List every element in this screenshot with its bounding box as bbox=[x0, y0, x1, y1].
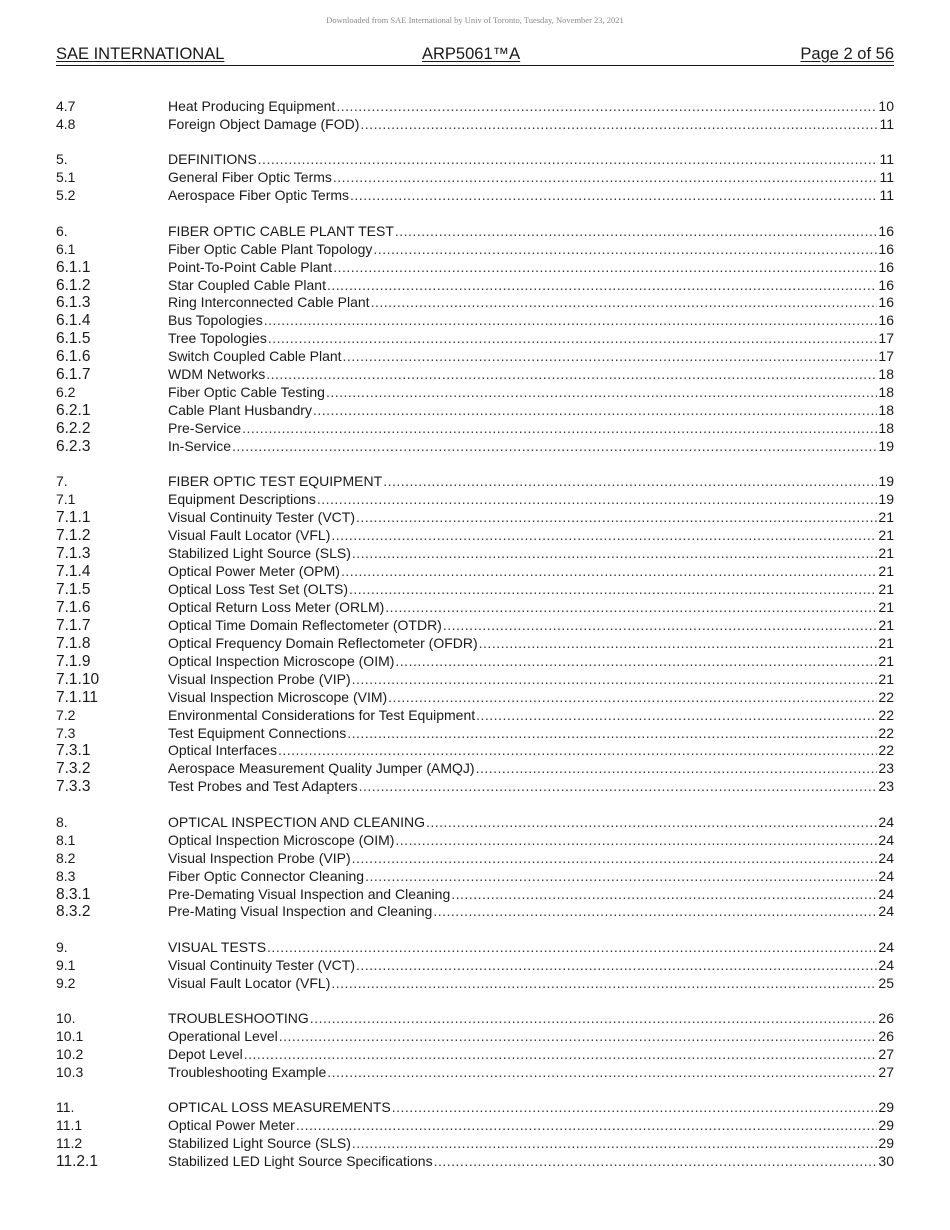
toc-entry-page: 30 bbox=[878, 1153, 894, 1170]
toc-entry-page: 16 bbox=[878, 294, 894, 311]
toc-entry-title: Visual Inspection Probe (VIP) bbox=[168, 670, 351, 687]
dot-leader bbox=[232, 437, 877, 455]
toc-entry-title: Heat Producing Equipment bbox=[168, 98, 336, 114]
toc-entry-number: 6.1.7 bbox=[56, 366, 91, 384]
dot-leader bbox=[451, 885, 877, 903]
toc-entry-title: Cable Plant Husbandry bbox=[168, 402, 312, 419]
toc-section bbox=[56, 1009, 894, 1081]
toc-entry-title: Environmental Considerations for Test Equipment bbox=[168, 706, 476, 723]
toc-entry[interactable] bbox=[56, 508, 894, 526]
toc-entry[interactable] bbox=[56, 240, 894, 258]
toc-entry-page: 27 bbox=[878, 1064, 894, 1080]
toc-entry[interactable] bbox=[56, 670, 894, 688]
dot-leader bbox=[327, 276, 877, 294]
toc-entry-number: 7.3.1 bbox=[56, 742, 91, 760]
toc-entry[interactable] bbox=[56, 347, 894, 365]
toc-entry-title: Depot Level bbox=[168, 1046, 243, 1063]
toc-entry[interactable] bbox=[56, 437, 894, 455]
toc-entry-number: 7.3.3 bbox=[56, 778, 91, 796]
toc-entry[interactable] bbox=[56, 472, 894, 490]
toc-entry[interactable] bbox=[56, 598, 894, 616]
dot-leader bbox=[331, 974, 877, 992]
toc-entry[interactable] bbox=[56, 777, 894, 795]
toc-section bbox=[56, 472, 894, 795]
toc-entry-page: 18 bbox=[878, 420, 894, 436]
page-header bbox=[56, 43, 894, 66]
toc-entry-number: 7.3.2 bbox=[56, 760, 91, 778]
toc-entry-page: 26 bbox=[878, 1028, 894, 1045]
toc-entry-page: 29 bbox=[878, 1135, 894, 1152]
toc-entry[interactable] bbox=[56, 276, 894, 294]
toc-entry-number: 8.1 bbox=[56, 831, 76, 848]
toc-entry-number: 7.1.10 bbox=[56, 670, 100, 688]
toc-entry-number: 10.2 bbox=[56, 1046, 84, 1063]
toc-entry-number: 6.2.3 bbox=[56, 437, 91, 455]
toc-entry-title: FIBER OPTIC CABLE PLANT TEST bbox=[168, 222, 394, 239]
toc-entry[interactable] bbox=[56, 150, 894, 168]
toc-entry-page: 19 bbox=[878, 473, 894, 490]
toc-entry-title: Visual Continuity Tester (VCT) bbox=[168, 956, 355, 973]
toc-entry-number: 7.1.6 bbox=[56, 598, 91, 616]
toc-entry-title: Visual Continuity Tester (VCT) bbox=[168, 509, 355, 526]
toc-entry-number: 7.1.9 bbox=[56, 652, 91, 670]
toc-entry[interactable] bbox=[56, 419, 894, 437]
toc-entry-title: Aerospace Fiber Optic Terms bbox=[168, 187, 350, 204]
toc-entry-title: Fiber Optic Cable Testing bbox=[168, 384, 325, 401]
toc-entry-page: 21 bbox=[878, 616, 894, 633]
toc-entry[interactable] bbox=[56, 490, 894, 508]
toc-entry-title: OPTICAL INSPECTION AND CLEANING bbox=[168, 813, 425, 830]
toc-entry-number: 7.1 bbox=[56, 491, 76, 508]
dot-leader bbox=[310, 1009, 878, 1027]
toc-entry[interactable] bbox=[56, 186, 894, 204]
toc-entry-number: 6. bbox=[56, 222, 68, 239]
toc-entry-page: 18 bbox=[878, 402, 894, 419]
toc-entry-number: 5.2 bbox=[56, 187, 76, 204]
toc-entry-title: Optical Loss Test Set (OLTS) bbox=[168, 581, 348, 597]
toc-entry-page: 19 bbox=[878, 491, 894, 508]
toc-entry-number: 4.8 bbox=[56, 115, 76, 132]
toc-entry-number: 6.1.1 bbox=[56, 258, 91, 276]
toc-entry[interactable] bbox=[56, 813, 894, 831]
dot-leader bbox=[331, 526, 877, 544]
toc-entry-number: 7. bbox=[56, 473, 68, 490]
dot-leader bbox=[268, 329, 878, 347]
toc-entry-title: Equipment Descriptions bbox=[168, 491, 316, 508]
toc-entry[interactable] bbox=[56, 526, 894, 544]
dot-leader bbox=[267, 938, 877, 956]
toc-entry-title: Troubleshooting Example bbox=[168, 1064, 327, 1080]
toc-entry[interactable] bbox=[56, 1098, 894, 1116]
toc-entry-number: 11.2 bbox=[56, 1135, 83, 1152]
dot-leader bbox=[395, 222, 878, 240]
toc-entry-title: Optical Time Domain Reflectometer (OTDR) bbox=[168, 616, 442, 633]
toc-entry-page: 16 bbox=[878, 276, 894, 293]
toc-entry-title: Foreign Object Damage (FOD) bbox=[168, 115, 360, 132]
toc-entry-number: 5. bbox=[56, 151, 68, 168]
toc-entry-title: DEFINITIONS bbox=[168, 151, 257, 168]
dot-leader bbox=[333, 168, 879, 186]
toc-entry-page: 16 bbox=[878, 312, 894, 329]
toc-entry-page: 22 bbox=[878, 724, 894, 741]
toc-entry-title: Optical Interfaces bbox=[168, 742, 277, 759]
toc-entry-title: Visual Fault Locator (VFL) bbox=[168, 974, 331, 991]
toc-entry-number: 11. bbox=[56, 1099, 75, 1116]
dot-leader bbox=[343, 347, 878, 365]
toc-entry-page: 21 bbox=[878, 581, 894, 597]
toc-entry[interactable] bbox=[56, 311, 894, 329]
toc-entry-title: Ring Interconnected Cable Plant bbox=[168, 294, 370, 311]
toc-entry-page: 11 bbox=[879, 151, 894, 168]
dot-leader bbox=[258, 150, 879, 168]
toc-entry-number: 6.2.1 bbox=[56, 402, 91, 420]
toc-entry-page: 16 bbox=[878, 222, 894, 239]
toc-entry-title: Optical Power Meter bbox=[168, 1117, 295, 1134]
toc-entry-title: Fiber Optic Connector Cleaning bbox=[168, 867, 365, 884]
publisher-name: SAE INTERNATIONAL bbox=[56, 45, 225, 63]
toc-entry-number: 7.1.1 bbox=[56, 509, 91, 527]
toc-entry-title: Stabilized LED Light Source Specifications bbox=[168, 1153, 433, 1170]
toc-entry-number: 10.1 bbox=[56, 1028, 84, 1045]
dot-leader bbox=[426, 813, 877, 831]
toc-entry-page: 24 bbox=[878, 938, 894, 955]
toc-entry-page: 24 bbox=[878, 813, 894, 830]
dot-leader bbox=[327, 1063, 877, 1081]
dot-leader bbox=[350, 186, 878, 204]
dot-leader bbox=[244, 1045, 878, 1063]
toc-entry-number: 4.7 bbox=[56, 98, 76, 114]
dot-leader bbox=[443, 616, 878, 634]
toc-entry-page: 11 bbox=[879, 169, 894, 186]
toc-entry-number: 9.1 bbox=[56, 956, 76, 973]
toc-entry-number: 6.1.3 bbox=[56, 294, 91, 312]
dot-leader bbox=[373, 240, 877, 258]
toc-entry-page: 22 bbox=[878, 742, 894, 759]
toc-entry[interactable] bbox=[56, 562, 894, 580]
dot-leader bbox=[336, 97, 877, 115]
dot-leader bbox=[388, 688, 877, 706]
toc-entry-page: 21 bbox=[878, 670, 894, 687]
dot-leader bbox=[383, 472, 877, 490]
dot-leader bbox=[356, 956, 877, 974]
dot-leader bbox=[395, 652, 877, 670]
toc-entry[interactable] bbox=[56, 706, 894, 724]
toc-entry-page: 17 bbox=[878, 348, 894, 365]
toc-entry[interactable] bbox=[56, 1045, 894, 1063]
toc-entry-title: Visual Fault Locator (VFL) bbox=[168, 527, 331, 544]
toc-entry-title: In-Service bbox=[168, 437, 232, 454]
toc-entry[interactable] bbox=[56, 580, 894, 598]
toc-entry-title: Optical Power Meter (OPM) bbox=[168, 563, 340, 580]
toc-entry[interactable] bbox=[56, 902, 894, 920]
toc-entry-page: 21 bbox=[878, 598, 894, 615]
dot-leader bbox=[313, 401, 877, 419]
dot-leader bbox=[296, 1116, 878, 1134]
dot-leader bbox=[352, 849, 878, 867]
dot-leader bbox=[365, 867, 877, 885]
toc-entry[interactable] bbox=[56, 365, 894, 383]
toc-entry-page: 16 bbox=[878, 258, 894, 275]
toc-entry-number: 7.1.4 bbox=[56, 563, 91, 581]
toc-entry[interactable] bbox=[56, 97, 894, 115]
dot-leader bbox=[326, 383, 877, 401]
dot-leader bbox=[317, 490, 878, 508]
dot-leader bbox=[266, 365, 877, 383]
toc-entry-title: Stabilized Light Source (SLS) bbox=[168, 545, 351, 562]
toc-entry-number: 11.1 bbox=[56, 1117, 83, 1134]
toc-entry-title: Optical Frequency Domain Reflectometer (OFDR) bbox=[168, 634, 478, 651]
dot-leader bbox=[476, 706, 877, 724]
toc-entry-page: 16 bbox=[878, 240, 894, 257]
toc-entry[interactable] bbox=[56, 652, 894, 670]
dot-leader bbox=[360, 115, 878, 133]
toc-entry[interactable] bbox=[56, 1152, 894, 1170]
toc-entry-title: Test Equipment Connections bbox=[168, 724, 347, 741]
toc-entry-number: 8.3.2 bbox=[56, 903, 91, 921]
toc-entry-page: 27 bbox=[878, 1046, 894, 1063]
toc-entry[interactable] bbox=[56, 885, 894, 903]
toc-entry[interactable] bbox=[56, 258, 894, 276]
toc-entry-number: 6.2 bbox=[56, 384, 76, 401]
toc-entry[interactable] bbox=[56, 329, 894, 347]
table-of-contents bbox=[56, 97, 894, 1188]
dot-leader bbox=[433, 902, 877, 920]
toc-entry-number: 7.1.11 bbox=[56, 688, 98, 706]
toc-entry[interactable] bbox=[56, 849, 894, 867]
toc-entry-page: 22 bbox=[878, 688, 894, 705]
toc-entry-title: Star Coupled Cable Plant bbox=[168, 276, 326, 293]
toc-entry-page: 21 bbox=[878, 509, 894, 526]
toc-entry-page: 24 bbox=[878, 867, 894, 884]
toc-entry[interactable] bbox=[56, 831, 894, 849]
dot-leader bbox=[352, 544, 878, 562]
toc-entry-number: 7.3 bbox=[56, 724, 76, 741]
dot-leader bbox=[479, 634, 878, 652]
toc-entry-page: 24 bbox=[878, 849, 894, 866]
toc-entry-title: OPTICAL LOSS MEASUREMENTS bbox=[168, 1099, 391, 1116]
toc-entry-page: 10 bbox=[878, 98, 894, 114]
dot-leader bbox=[434, 1152, 878, 1170]
toc-entry[interactable] bbox=[56, 222, 894, 240]
toc-entry-number: 10. bbox=[56, 1010, 76, 1027]
toc-entry-page: 24 bbox=[878, 831, 894, 848]
toc-entry-page: 11 bbox=[879, 187, 894, 204]
toc-entry[interactable] bbox=[56, 1063, 894, 1081]
toc-entry[interactable] bbox=[56, 974, 894, 992]
toc-entry-title: Pre-Demating Visual Inspection and Cleaning bbox=[168, 885, 451, 902]
toc-entry-title: VISUAL TESTS bbox=[168, 938, 267, 955]
toc-entry-page: 26 bbox=[878, 1010, 894, 1027]
toc-entry-page: 23 bbox=[878, 778, 894, 795]
dot-leader bbox=[352, 1134, 878, 1152]
toc-entry-page: 25 bbox=[878, 974, 894, 991]
toc-entry-number: 7.1.8 bbox=[56, 634, 91, 652]
toc-entry[interactable] bbox=[56, 634, 894, 652]
toc-section bbox=[56, 150, 894, 204]
dot-leader bbox=[278, 741, 877, 759]
toc-section bbox=[56, 222, 894, 455]
dot-leader bbox=[264, 311, 878, 329]
toc-entry[interactable] bbox=[56, 293, 894, 311]
toc-entry[interactable] bbox=[56, 956, 894, 974]
toc-entry-number: 7.1.7 bbox=[56, 616, 91, 634]
toc-section bbox=[56, 938, 894, 992]
toc-entry-number: 7.2 bbox=[56, 706, 76, 723]
toc-entry[interactable] bbox=[56, 401, 894, 419]
dot-leader bbox=[341, 562, 877, 580]
toc-entry-title: TROUBLESHOOTING bbox=[168, 1010, 309, 1027]
dot-leader bbox=[349, 580, 877, 598]
toc-entry-page: 24 bbox=[878, 903, 894, 920]
toc-entry-title: Aerospace Measurement Quality Jumper (AMQJ) bbox=[168, 760, 475, 777]
toc-entry-page: 24 bbox=[878, 885, 894, 902]
toc-entry-page: 21 bbox=[878, 545, 894, 562]
dot-leader bbox=[395, 831, 877, 849]
toc-section bbox=[56, 1098, 894, 1170]
dot-leader bbox=[359, 777, 878, 795]
toc-entry-page: 29 bbox=[878, 1099, 894, 1116]
toc-entry-number: 6.1.4 bbox=[56, 312, 91, 330]
document-number: ARP5061™A bbox=[422, 45, 521, 63]
toc-entry-title: General Fiber Optic Terms bbox=[168, 169, 332, 186]
toc-entry[interactable] bbox=[56, 168, 894, 186]
page-number: Page 2 of 56 bbox=[800, 45, 894, 63]
toc-entry-page: 21 bbox=[878, 652, 894, 669]
toc-entry-page: 17 bbox=[878, 330, 894, 347]
toc-entry-title: Visual Inspection Probe (VIP) bbox=[168, 849, 351, 866]
toc-entry[interactable] bbox=[56, 1009, 894, 1027]
toc-entry-number: 6.1 bbox=[56, 240, 76, 257]
toc-entry-number: 7.1.5 bbox=[56, 581, 91, 598]
toc-entry[interactable] bbox=[56, 616, 894, 634]
toc-entry-number: 6.1.2 bbox=[56, 276, 91, 294]
dot-leader bbox=[356, 508, 877, 526]
toc-entry-title: Tree Topologies bbox=[168, 330, 267, 347]
toc-entry-title: Bus Topologies bbox=[168, 312, 263, 329]
toc-entry[interactable] bbox=[56, 544, 894, 562]
toc-entry-page: 29 bbox=[878, 1117, 894, 1134]
toc-entry-number: 6.1.6 bbox=[56, 348, 91, 366]
toc-entry-page: 21 bbox=[878, 563, 894, 580]
toc-entry-title: Test Probes and Test Adapters bbox=[168, 778, 358, 795]
toc-entry-number: 8.3 bbox=[56, 867, 76, 884]
toc-entry[interactable] bbox=[56, 741, 894, 759]
toc-entry-number: 6.2.2 bbox=[56, 420, 91, 437]
toc-entry-title: Operational Level bbox=[168, 1028, 278, 1045]
toc-entry-number: 9. bbox=[56, 938, 68, 955]
dot-leader bbox=[385, 598, 877, 616]
toc-section bbox=[56, 813, 894, 921]
toc-entry-title: Point-To-Point Cable Plant bbox=[168, 258, 333, 275]
toc-entry-title: WDM Networks bbox=[168, 366, 266, 383]
dot-leader bbox=[333, 258, 877, 276]
toc-entry-title: Visual Inspection Microscope (VIM) bbox=[168, 688, 388, 705]
download-notice: Downloaded from SAE International by Univ of Toronto, Tuesday, November 23, 2021 bbox=[326, 15, 624, 25]
toc-entry-title: Optical Return Loss Meter (ORLM) bbox=[168, 598, 385, 615]
dot-leader bbox=[347, 724, 877, 742]
toc-entry-page: 24 bbox=[878, 956, 894, 973]
toc-entry-title: Stabilized Light Source (SLS) bbox=[168, 1135, 351, 1152]
toc-entry[interactable] bbox=[56, 759, 894, 777]
toc-entry-number: 6.1.5 bbox=[56, 330, 91, 348]
dot-leader bbox=[279, 1027, 878, 1045]
toc-entry[interactable] bbox=[56, 938, 894, 956]
toc-entry-title: Pre-Mating Visual Inspection and Cleaning bbox=[168, 903, 433, 920]
toc-entry-number: 8. bbox=[56, 813, 68, 830]
toc-section bbox=[56, 97, 894, 133]
toc-entry[interactable] bbox=[56, 724, 894, 742]
toc-entry-number: 11.2.1 bbox=[56, 1153, 98, 1171]
toc-entry-title: Optical Inspection Microscope (OIM) bbox=[168, 831, 395, 848]
toc-entry-page: 19 bbox=[878, 437, 894, 454]
toc-entry[interactable] bbox=[56, 867, 894, 885]
toc-entry[interactable] bbox=[56, 1027, 894, 1045]
toc-entry-title: Switch Coupled Cable Plant bbox=[168, 348, 342, 365]
dot-leader bbox=[242, 419, 877, 437]
toc-entry-number: 8.2 bbox=[56, 849, 76, 866]
toc-entry-number: 8.3.1 bbox=[56, 885, 91, 903]
toc-entry-number: 7.1.2 bbox=[56, 527, 91, 545]
toc-entry-page: 11 bbox=[879, 115, 894, 132]
toc-entry-page: 23 bbox=[878, 760, 894, 777]
dot-leader bbox=[476, 759, 878, 777]
toc-entry-number: 5.1 bbox=[56, 169, 76, 186]
toc-entry[interactable] bbox=[56, 1134, 894, 1152]
toc-entry-title: Pre-Service bbox=[168, 420, 242, 436]
dot-leader bbox=[371, 293, 878, 311]
toc-entry-title: Fiber Optic Cable Plant Topology bbox=[168, 240, 373, 257]
toc-entry-page: 18 bbox=[878, 384, 894, 401]
toc-entry[interactable] bbox=[56, 688, 894, 706]
toc-entry[interactable] bbox=[56, 383, 894, 401]
toc-entry[interactable] bbox=[56, 115, 894, 133]
toc-entry-title: FIBER OPTIC TEST EQUIPMENT bbox=[168, 473, 383, 490]
toc-entry-number: 7.1.3 bbox=[56, 545, 91, 563]
toc-entry-page: 22 bbox=[878, 706, 894, 723]
dot-leader bbox=[352, 670, 878, 688]
toc-entry-page: 21 bbox=[878, 527, 894, 544]
toc-entry-number: 10.3 bbox=[56, 1064, 84, 1080]
dot-leader bbox=[392, 1098, 878, 1116]
toc-entry-page: 18 bbox=[878, 366, 894, 383]
toc-entry-title: Optical Inspection Microscope (OIM) bbox=[168, 652, 395, 669]
toc-entry-number: 9.2 bbox=[56, 974, 76, 991]
toc-entry[interactable] bbox=[56, 1116, 894, 1134]
toc-entry-page: 21 bbox=[878, 634, 894, 651]
